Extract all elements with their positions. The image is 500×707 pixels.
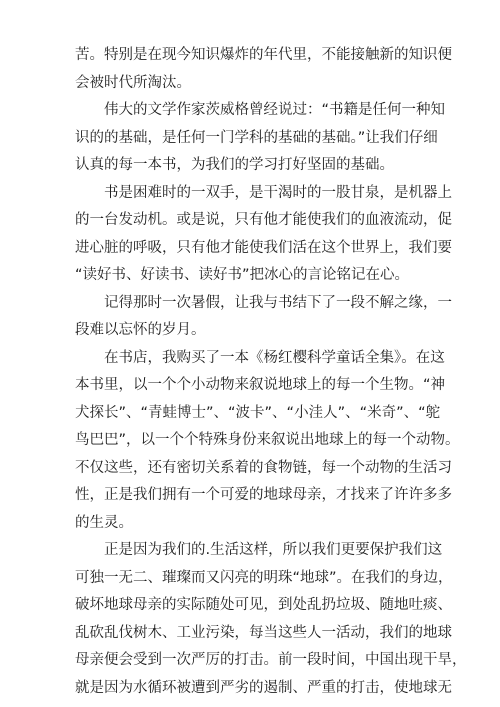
paragraph-line: 苦。特别是在现今知识爆炸的年代里，不能接触新的知识便 — [75, 47, 452, 63]
paragraph-first-line: 伟大的文学作家茨威格曾经说过：“书籍是任何一种知 — [104, 102, 446, 118]
paragraph-line: 可独一无二、璀璨而又闪亮的明珠“地球”。在我们的身边， — [75, 569, 453, 586]
paragraph-line: 本书里，以一个个小动物来叙说地球上的每一个生物。“神 — [75, 377, 446, 393]
paragraph-line: 鸟巴巴”，以一个个特殊身份来叙说出地球上的每一个动物。 — [75, 432, 460, 448]
paragraph-line: 会被时代所淘汰。 — [75, 74, 191, 91]
paragraph-line: 的一台发动机。或是说，只有他才能使我们的血液流动，促 — [75, 212, 452, 228]
paragraph-first-line: 书是困难时的一双手，是干渴时的一股甘泉，是机器上 — [104, 184, 452, 201]
paragraph-line: 母亲便会受到一次严厉的打击。前一段时间，中国出现干旱， — [75, 652, 467, 668]
paragraph-line: 犬探长”、“青蛙博士”、“波卡”、“小洼人”、“米奇”、“鸵 — [75, 404, 441, 421]
paragraph-first-line: 记得那时一次暑假，让我与书结下了一段不解之缘，一 — [104, 294, 452, 311]
paragraph-line: 不仅这些，还有密切关系着的食物链，每一个动物的生活习 — [75, 459, 452, 476]
paragraph-line: 性，正是我们拥有一个可爱的地球母亲，才找来了许许多多 — [75, 487, 452, 503]
paragraph-line: 的生灵。 — [75, 514, 133, 531]
paragraph-line: 进心脏的呼吸，只有他才能使我们活在这个世界上，我们要 — [75, 239, 452, 256]
paragraph-line: 识的的基础，是任何一门学科的基础的基础。”让我们仔细 — [75, 129, 438, 146]
paragraph-first-line: 正是因为我们的.生活这样，所以我们更要保护我们这 — [104, 542, 443, 558]
paragraph-line: 就是因为水循环被遭到严劣的遏制、严重的打击，使地球无 — [75, 679, 452, 696]
paragraph-line: “读好书、好读书、读好书”把冰心的言论铭记在心。 — [75, 267, 410, 283]
paragraph-line: 段难以忘怀的岁月。 — [75, 322, 206, 338]
body-text — [75, 42, 467, 702]
paragraph-line: 乱砍乱伐树木、工业污染，每当这些人一活动，我们的地球 — [75, 624, 452, 641]
paragraph-first-line: 在书店，我购买了一本《杨红樱科学童话全集》。在这 — [104, 349, 445, 366]
paragraph-line: 认真的每一本书，为我们的学习打好坚固的基础。 — [75, 157, 394, 173]
paragraph-line: 破坏地球母亲的实际随处可见，到处乱扔垃圾、随地吐痰、 — [75, 597, 452, 613]
